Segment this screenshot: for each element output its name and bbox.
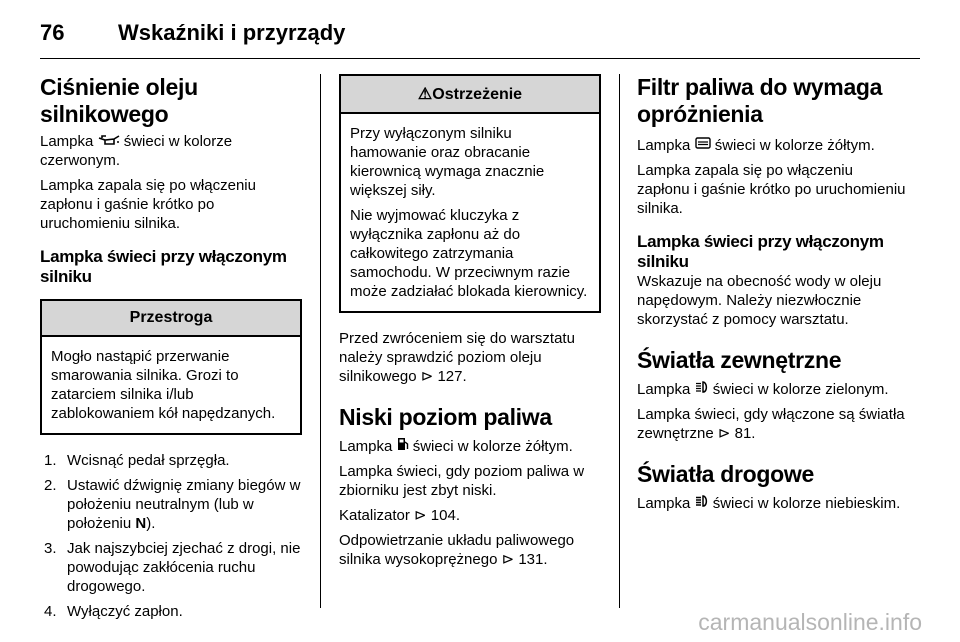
text: Odpowietrzanie układu paliwowego silnika wysokoprężnego: [339, 532, 575, 568]
column-2: [339, 74, 601, 569]
step-number: 3.: [44, 540, 57, 557]
exterior-light-icon: [695, 380, 709, 399]
step-text: Wyłączyć zapłon.: [67, 603, 183, 620]
section-heading: Światła zewnętrzne: [637, 347, 842, 373]
paragraph: [637, 494, 907, 513]
text: Lampka: [40, 133, 98, 150]
section-heading: Filtr paliwa do wymaga opróżnienia: [637, 74, 883, 127]
text: Lampka: [637, 381, 695, 398]
text: Lampka: [637, 495, 695, 512]
column-divider: [619, 74, 620, 608]
paragraph: [637, 405, 907, 443]
paragraph: [40, 132, 302, 170]
high-beam-icon: [695, 494, 709, 513]
text: świeci w kolorze żółtym.: [710, 137, 875, 154]
step-number: 1.: [44, 452, 57, 469]
paragraph: [637, 136, 907, 155]
text: Lampka: [637, 137, 695, 154]
page-ref: 127.: [433, 368, 467, 385]
step-text: Wcisnąć pedał sprzęgła.: [67, 452, 230, 469]
paragraph: Lampka świeci, gdy poziom paliwa w zbiorniku jest zbyt niski.: [339, 463, 585, 499]
page-ref: 104.: [426, 507, 460, 524]
warning-text: Przy wyłączonym silniku hamowanie oraz obracanie kierownicą wymaga znacznie większej siły.: [350, 125, 545, 199]
paragraph: [339, 437, 601, 456]
paragraph: Lampka zapala się po włączeniu zapłonu i gaśnie krótko po uruchomieniu silnika.: [637, 162, 906, 217]
section-heading: Niski poziom paliwa: [339, 404, 552, 430]
text: świeci w kolorze czerwonym.: [40, 133, 233, 169]
steps-list: [40, 451, 302, 621]
list-item: [40, 476, 302, 533]
paragraph: [339, 531, 601, 569]
column-3: [637, 74, 907, 513]
gear-letter: N: [135, 515, 147, 532]
page-ref: 131.: [514, 551, 548, 568]
fuel-pump-icon: [397, 437, 409, 456]
text: świeci w kolorze żółtym.: [408, 438, 573, 455]
paragraph: Lampka zapala się po włączeniu zapłonu i gaśnie krótko po uruchomieniu silnika.: [40, 177, 256, 232]
page-ref: 81.: [730, 425, 756, 442]
page-number: 76: [40, 20, 65, 45]
warning-header: [341, 76, 599, 114]
paragraph: [339, 506, 601, 525]
warning-text: Nie wyjmować kluczyka z wyłącznika zapłonu aż do całkowitego zatrzymania samochodu. W przeciwnym razie może zadziałać blokada kierownicy.: [350, 207, 588, 300]
step-text: Ustawić dźwignię zmiany biegów w położeniu neutralnym (lub w położeniu: [67, 477, 301, 532]
section-heading: Światła drogowe: [637, 461, 814, 487]
list-item: [40, 602, 302, 621]
paragraph: [339, 329, 601, 386]
caution-box: [40, 299, 302, 435]
caution-text: Mogło nastąpić przerwanie smarowania silnika. Grozi to zatarciem silnika i/lub zablokowaniem kół napędzanych.: [51, 348, 276, 422]
list-item: [40, 451, 302, 470]
text: Lampka: [339, 438, 397, 455]
warning-icon: ⚠: [417, 86, 433, 103]
column-divider: [320, 74, 321, 608]
caution-title: Przestroga: [42, 301, 300, 337]
step-text: Jak najszybciej zjechać z drogi, nie powodując zakłócenia ruchu drogowego.: [67, 540, 301, 595]
page-ref-icon: ⊳: [717, 425, 731, 442]
page-ref-icon: ⊳: [420, 368, 434, 385]
page-ref-icon: ⊳: [414, 507, 427, 524]
paragraph: [637, 380, 907, 399]
text: Lampka świeci, gdy włączone są światła zewnętrzne: [637, 406, 905, 442]
subsection-heading: Lampka świeci przy włączonym silniku: [40, 247, 287, 286]
fuel-filter-icon: [695, 136, 711, 155]
list-item: [40, 539, 302, 596]
step-number: 4.: [44, 603, 57, 620]
text: świeci w kolorze zielonym.: [708, 381, 889, 398]
watermark: carmanualsonline.info: [698, 609, 922, 635]
subsection-heading: Lampka świeci przy włączonym silniku: [637, 232, 884, 271]
oil-can-icon: [98, 132, 120, 151]
text: Katalizator: [339, 507, 415, 524]
page-ref-icon: ⊳: [501, 551, 515, 568]
section-heading: Ciśnienie oleju silnikowego: [40, 74, 198, 127]
text: świeci w kolorze niebieskim.: [708, 495, 901, 512]
warning-title: Ostrzeżenie: [432, 86, 523, 103]
warning-box: [339, 74, 601, 313]
column-1: [40, 74, 302, 627]
step-number: 2.: [44, 477, 57, 494]
header-divider: [40, 58, 920, 59]
page-header: [40, 14, 920, 54]
text: Przed zwróceniem się do warsztatu należy sprawdzić poziom oleju silnikowego: [339, 330, 575, 385]
paragraph: Wskazuje na obecność wody w oleju napędowym. Należy niezwłocznie skorzystać z pomocy warsztatu.: [637, 273, 882, 328]
page-title: Wskaźniki i przyrządy: [118, 20, 346, 45]
step-text: ).: [146, 515, 156, 532]
